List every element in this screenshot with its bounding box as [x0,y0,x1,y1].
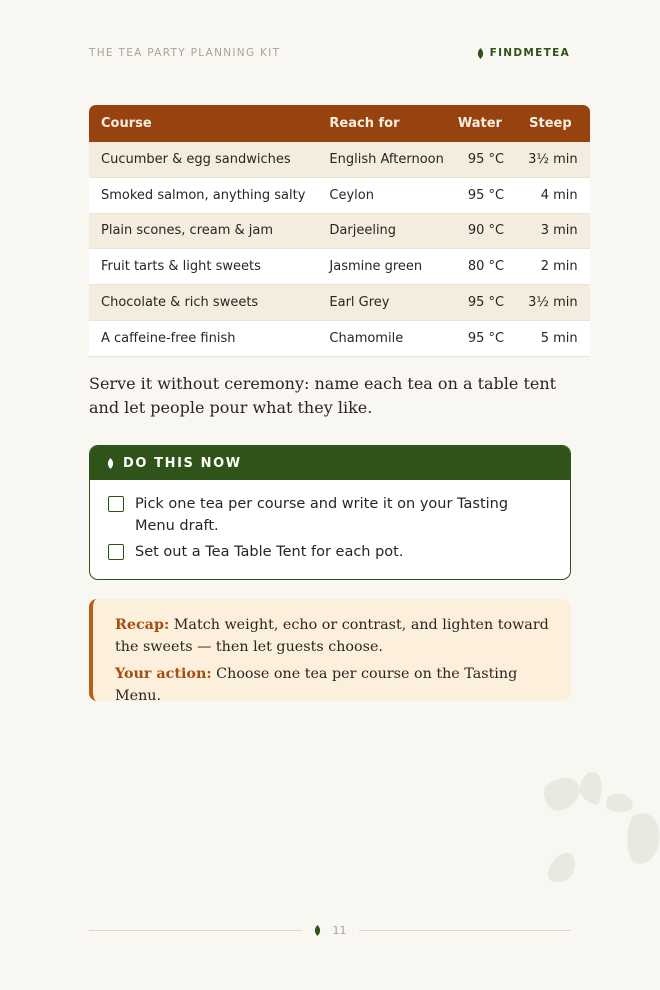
todo-header [90,446,570,480]
column-header-reach-for: Reach for [317,105,455,142]
tea-cell: Earl Grey [317,285,455,321]
recap-line [115,614,553,658]
table-row [89,142,590,178]
water-cell: 95 °C [456,321,516,357]
tea-pairing-table [89,105,590,357]
brand-name: FINDMETEA [489,47,570,59]
course-cell: A caffeine-free finish [89,321,317,357]
steep-cell: 3½ min [516,142,590,178]
leaf-icon [477,48,484,59]
water-cell: 95 °C [456,285,516,321]
table-row [89,214,590,250]
action-label: Your action: [115,666,212,682]
steep-cell: 4 min [516,178,590,214]
action-line [115,663,553,707]
todo-item-text: Pick one tea per course and write it on your Tasting Menu draft. [135,496,509,534]
todo-item-text: Set out a Tea Table Tent for each pot. [135,544,404,560]
page-header [89,47,570,59]
column-header-water: Water [456,105,516,142]
tea-cell: Ceylon [317,178,455,214]
course-cell: Plain scones, cream & jam [89,214,317,250]
course-cell: Chocolate & rich sweets [89,285,317,321]
page-number: 11 [332,923,347,937]
water-cell: 95 °C [456,178,516,214]
column-header-steep: Steep [516,105,590,142]
water-cell: 80 °C [456,249,516,285]
water-cell: 90 °C [456,214,516,250]
page-footer [89,922,571,938]
table-row [89,178,590,214]
checkbox[interactable] [108,544,124,560]
action-text: Choose one tea per course on the Tasting Menu. [115,666,518,704]
checkbox[interactable] [108,496,124,512]
tea-cell: Darjeeling [317,214,455,250]
footer-rule [359,930,572,931]
todo-item [108,493,552,537]
do-this-now-box [89,445,571,580]
tea-cell: Jasmine green [317,249,455,285]
column-header-course: Course [89,105,317,142]
steep-cell: 3½ min [516,285,590,321]
steep-cell: 2 min [516,249,590,285]
brand [477,47,570,59]
table-row [89,249,590,285]
todo-title: DO THIS NOW [123,455,242,471]
leaf-icon [314,925,321,936]
water-cell: 95 °C [456,142,516,178]
course-cell: Fruit tarts & light sweets [89,249,317,285]
course-cell: Cucumber & egg sandwiches [89,142,317,178]
steep-cell: 3 min [516,214,590,250]
serving-note: Serve it without ceremony: name each tea on a table tent and let people pour what they like. [89,374,557,417]
leaves-decoration [540,765,660,890]
recap-text: Match weight, echo or contrast, and lighten toward the sweets — then let guests choose. [115,617,549,655]
recap-box [89,599,571,704]
table-row [89,285,590,321]
leaf-icon [107,458,114,469]
course-cell: Smoked salmon, anything salty [89,178,317,214]
table-header-row [89,105,590,142]
todo-list [90,480,570,563]
table-row [89,321,590,357]
steep-cell: 5 min [516,321,590,357]
footer-rule [89,930,302,931]
tea-cell: Chamomile [317,321,455,357]
kit-title: THE TEA PARTY PLANNING KIT [89,47,281,59]
tea-cell: English Afternoon [317,142,455,178]
todo-item [108,541,552,563]
recap-label: Recap: [115,617,170,633]
